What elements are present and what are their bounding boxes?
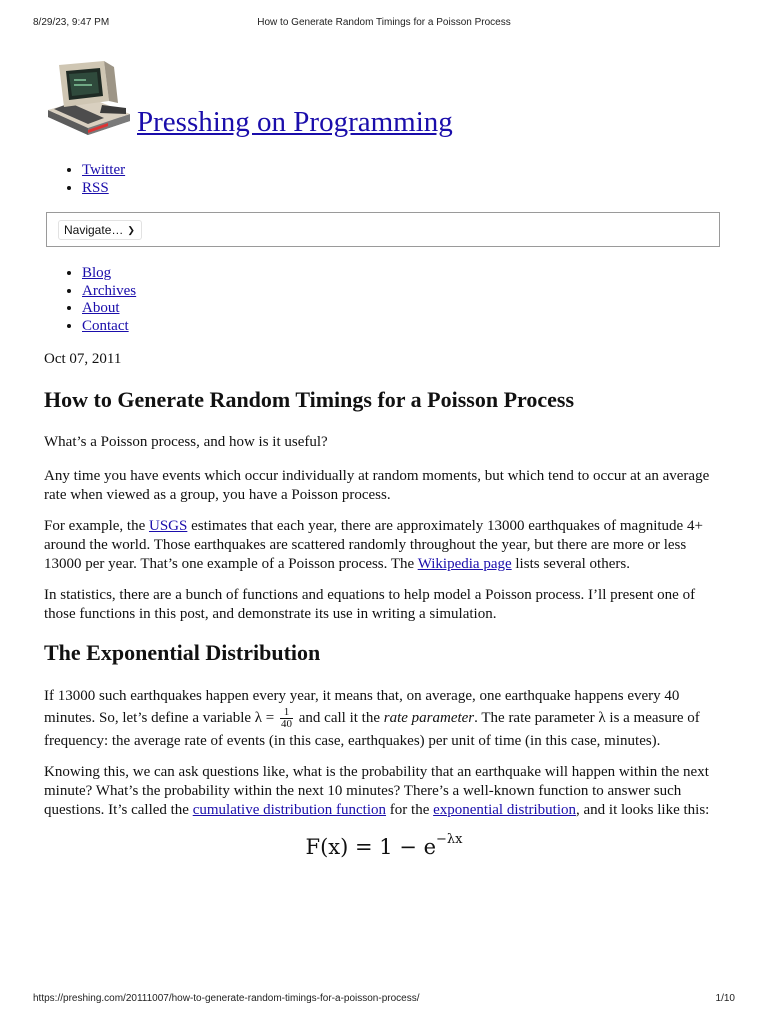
fraction-denominator: 40 [281, 718, 293, 731]
social-item-twitter [82, 162, 125, 180]
nav-item-archives [82, 283, 136, 301]
fraction [280, 707, 293, 730]
vintage-computer-icon[interactable] [44, 57, 136, 137]
section-heading: The Exponential Distribution [44, 640, 321, 665]
text-span: estimates that each year, there are approximately 13000 earthquakes of magnitude 4+ around the world. Those earthquakes are scattered randomly throughout the year, but there are more or less 13000 per year. That’s one example of a Poisson process. The [44, 518, 703, 572]
paragraph-definition: Any time you have events which occur individually at random moments, but which tend to occur at an average rate when viewed as a group, you have a Poisson process. [44, 468, 710, 503]
nav-item-contact [82, 318, 136, 336]
exponential-distribution-link[interactable]: exponential distribution [433, 802, 577, 818]
fraction-numerator: 1 [280, 707, 293, 719]
formula-base: F(x) = 1 − e [305, 835, 436, 859]
text-span: For example, the [44, 518, 149, 534]
text-span: , and it looks like this: [576, 802, 710, 818]
site-title-link[interactable]: Presshing on Programming [137, 106, 453, 138]
nav-link-contact[interactable]: Contact [82, 317, 129, 334]
nav-item-about [82, 300, 136, 318]
nav-item-blog [82, 265, 136, 283]
post-title: How to Generate Random Timings for a Poisson Process [44, 387, 575, 412]
paragraph-statistics: In statistics, there are a bunch of functions and equations to help model a Poisson process. I’ll present one of those functions in this post, and demonstrate its use in writing a simulation. [44, 587, 696, 622]
paragraph-intro-question: What’s a Poisson process, and how is it useful? [44, 434, 328, 450]
main-nav [44, 265, 136, 335]
wikipedia-link[interactable]: Wikipedia page [417, 556, 512, 572]
cdf-link[interactable]: cumulative distribution function [192, 802, 387, 818]
nav-link-about[interactable]: About [82, 300, 120, 316]
print-footer [33, 993, 735, 1007]
print-header [33, 17, 735, 31]
text-span: for the [386, 802, 434, 818]
nav-link-archives[interactable]: Archives [82, 282, 137, 299]
print-url: https://preshing.com/20111007/how-to-generate-random-timings-for-a-poisson-process/ [33, 993, 420, 1004]
social-links [44, 162, 125, 197]
text-span: If 13000 such earthquakes happen every year, it means that, on average, one earthquake happens every 40 minutes. So, let’s define a variable λ = [44, 688, 680, 726]
nav-link-blog[interactable]: Blog [82, 265, 112, 281]
cdf-formula [0, 832, 768, 859]
paragraph-cdf-intro [44, 763, 724, 820]
social-item-rss [82, 180, 125, 198]
paragraph-earthquake-example [44, 517, 724, 574]
twitter-link[interactable]: Twitter [82, 162, 126, 178]
navigate-select[interactable] [58, 220, 142, 240]
text-span: Knowing this, we can ask questions like, what is the probability that an earthquake will happen within the next minute? What’s the probability within the next 10 minutes? There’s a well-known function to answer such questions. It’s called the [44, 764, 709, 818]
rss-link[interactable]: RSS [82, 179, 109, 196]
navigate-select-value: Navigate… [64, 223, 124, 237]
rate-parameter-term: rate parameter [383, 710, 475, 726]
print-page-number: 1/10 [715, 993, 735, 1004]
text-span: and call it the [295, 710, 384, 726]
chevron-down-icon: ❯ [127, 225, 135, 235]
paragraph-rate-parameter [44, 685, 724, 752]
post-date: Oct 07, 2011 [44, 351, 122, 367]
usgs-link[interactable]: USGS [148, 518, 188, 534]
navigate-bar [46, 212, 720, 247]
print-page-title: How to Generate Random Timings for a Poisson Process [257, 17, 511, 28]
text-span: lists several others. [511, 556, 630, 572]
print-datetime: 8/29/23, 9:47 PM [33, 17, 110, 28]
formula-exponent: −λx [436, 832, 463, 847]
text-span: . The rate parameter λ is a measure of frequency: the average rate of events (in this case, earthquakes) per unit of time (in this case, minutes). [44, 710, 700, 750]
